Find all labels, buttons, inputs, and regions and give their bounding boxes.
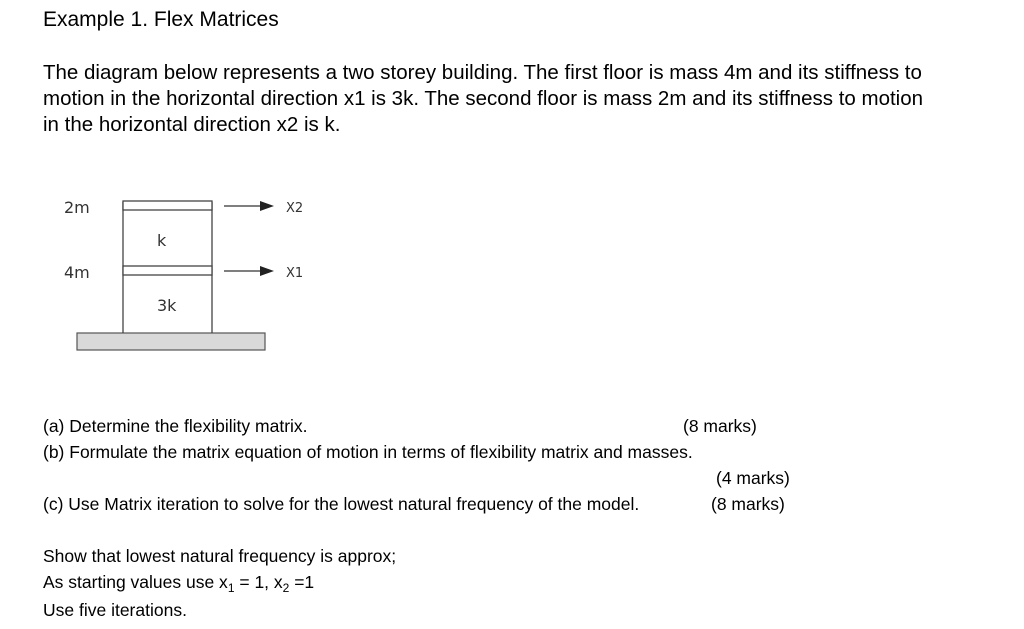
top-floor-slab	[123, 201, 212, 210]
question-a: (a) Determine the flexibility matrix.	[43, 416, 308, 436]
question-a-marks: (8 marks)	[683, 416, 757, 436]
starting-values-mid: = 1, x	[234, 572, 283, 592]
x2-arrow-head-icon	[260, 201, 274, 211]
footer-line-3: Use five iterations.	[43, 600, 187, 620]
building-diagram	[0, 180, 320, 360]
mass-bottom-label: 4m	[64, 263, 90, 282]
x1-arrow-head-icon	[260, 266, 274, 276]
disp-bottom-label: X1	[286, 266, 304, 281]
page-title: Example 1. Flex Matrices	[43, 8, 279, 31]
footer-line-2	[43, 572, 314, 593]
stiffness-top-label: k	[157, 231, 167, 250]
subscript-2: 2	[282, 581, 290, 595]
intro-line-1: The diagram below represents a two storey building. The first floor is mass 4m and its stiffness to	[43, 61, 922, 84]
question-c: (c) Use Matrix iteration to solve for the lowest natural frequency of the model.	[43, 494, 640, 514]
question-c-marks: (8 marks)	[711, 494, 785, 514]
problem-statement	[43, 60, 1018, 138]
footer-line-1: Show that lowest natural frequency is approx;	[43, 546, 397, 566]
disp-top-label: X2	[286, 201, 304, 216]
stiffness-bottom-label: 3k	[157, 296, 177, 315]
ground-slab	[77, 333, 265, 350]
question-b-marks: (4 marks)	[716, 468, 790, 488]
first-floor-slab	[123, 266, 212, 275]
intro-line-3: in the horizontal direction x2 is k.	[43, 113, 341, 136]
starting-values-suffix: =1	[289, 572, 315, 592]
subscript-1: 1	[227, 581, 235, 595]
starting-values-prefix: As starting values use x	[43, 572, 228, 592]
question-b: (b) Formulate the matrix equation of motion in terms of flexibility matrix and masses.	[43, 442, 693, 462]
mass-top-label: 2m	[64, 198, 90, 217]
intro-line-2: motion in the horizontal direction x1 is 3k. The second floor is mass 2m and its stiffness to motion	[43, 87, 924, 110]
